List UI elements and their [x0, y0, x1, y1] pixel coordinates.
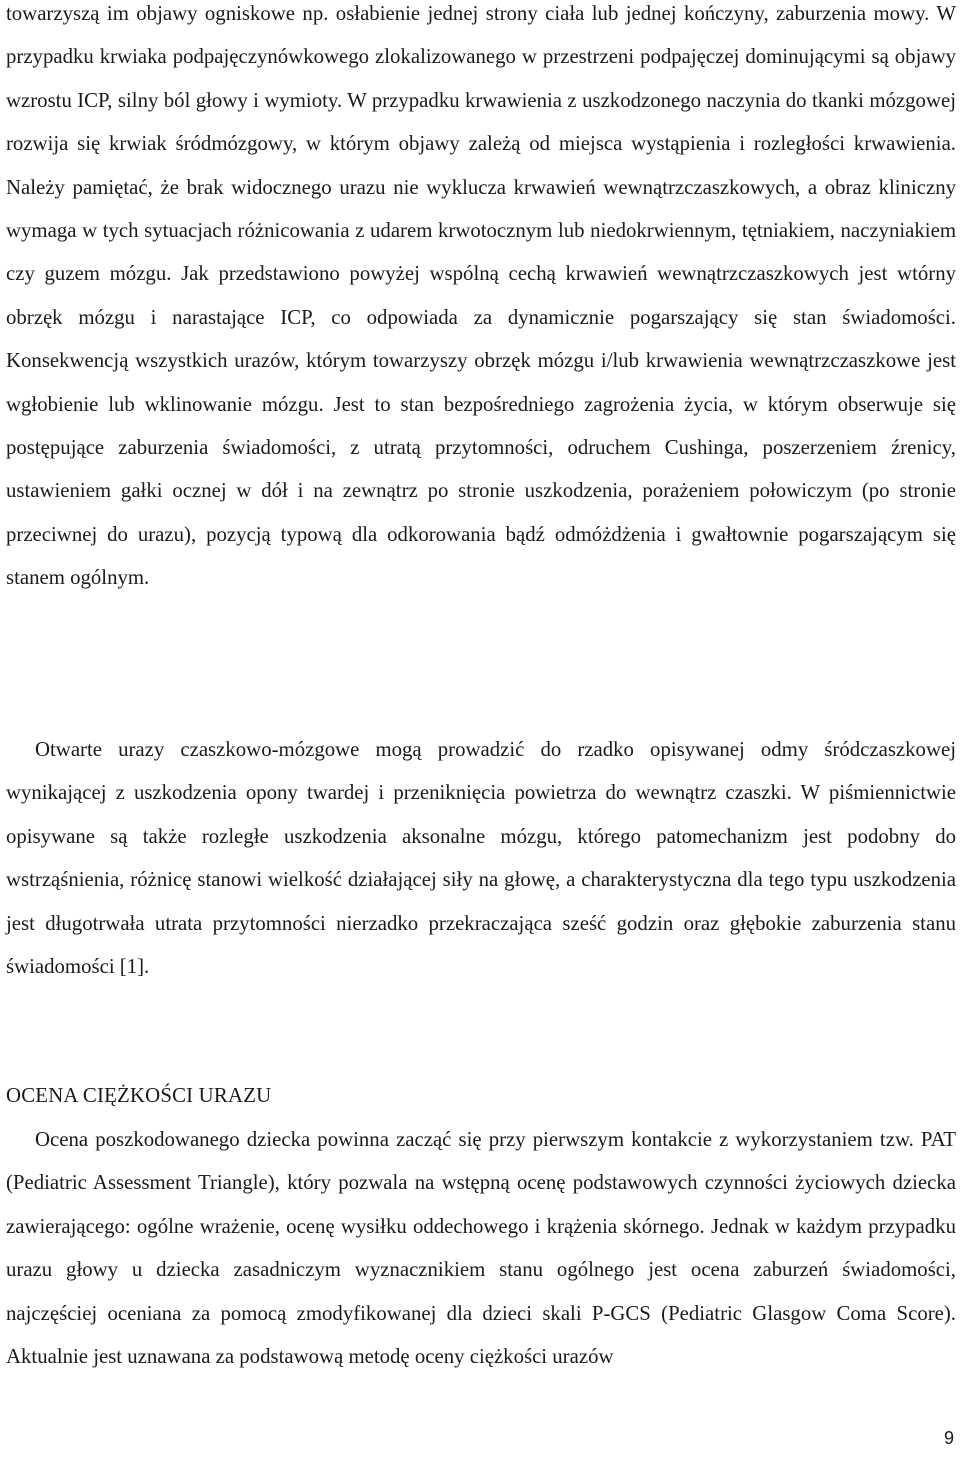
page-number: 9	[943, 1428, 954, 1448]
body-paragraph-intracranial-bleeding: towarzyszą im objawy ogniskowe np. osłabienie jednej strony ciała lub jednej kończyny, zaburzenia mowy. W przypadku krwiaka podpajęczynówkowego zlokalizowanego w przestrzeni podpajęczej dominującymi są objawy wzrostu ICP, silny ból głowy i wymioty. W przypadku krwawienia z uszkodzonego naczynia do tkanki mózgowej rozwija się krwiak śródmózgowy, w którym objawy zależą od miejsca wystąpienia i rozległości krwawienia. Należy pamiętać, że brak widocznego urazu nie wyklucza krwawień wewnątrzczaszkowych, a obraz kliniczny wymaga w tych sytuacjach różnicowania z udarem krwotocznym lub niedokrwiennym, tętniakiem, naczyniakiem czy guzem mózgu. Jak przedstawiono powyżej wspólną cechą krwawień wewnątrzczaszkowych jest wtórny obrzęk mózgu i narastające ICP, co odpowiada za dynamicznie pogarszający się stan świadomości. Konsekwencją wszystkich urazów, którym towarzyszy obrzęk mózgu i/lub krwawienia wewnątrzczaszkowe jest wgłobienie lub wklinowanie mózgu. Jest to stan bezpośredniego zagrożenia życia, w którym obserwuje się postępujące zaburzenia świadomości, z utratą przytomności, odruchem Cushinga, poszerzeniem źrenicy, ustawieniem gałki ocznej w dół i na zewnątrz po stronie uszkodzenia, porażeniem połowiczym (po stronie przeciwnej do urazu), pozycją typową dla odkorowania bądź odmóżdżenia i gwałtownie pogarszającym się stanem ogólnym.	[6, 2, 956, 590]
body-paragraph-open-injuries: Otwarte urazy czaszkowo-mózgowe mogą prowadzić do rzadko opisywanej odmy śródczaszkowej wynikającej z uszkodzenia opony twardej i przeniknięcia powietrza do wewnątrz czaszki. W piśmiennictwie opisywane są także rozległe uszkodzenia aksonalne mózgu, którego patomechanizm jest podobny do wstrząśnienia, różnicę stanowi wielkość działającej siły na głowę, a charakterystyczna dla tego typu uszkodzenia jest długotrwała utrata przytomności nierzadko przekraczająca sześć godzin oraz głębokie zaburzenia stanu świadomości [1].	[6, 738, 956, 979]
body-paragraph-assessment: Ocena poszkodowanego dziecka powinna zacząć się przy pierwszym kontakcie z wykorzystaniem tzw. PAT (Pediatric Assessment Triangle), który pozwala na wstępną ocenę podstawowych czynności życiowych dziecka zawierającego: ogólne wrażenie, ocenę wysiłku oddechowego i krążenia skórnego. Jednak w każdym przypadku urazu głowy u dziecka zasadniczym wyznacznikiem stanu ogólnego jest ocena zaburzeń świadomości, najczęściej oceniana za pomocą zmodyfikowanej dla dzieci skali P-GCS (Pediatric Glasgow Coma Score). Aktualnie jest uznawana za podstawową metodę oceny ciężkości urazów	[6, 1128, 956, 1369]
section-heading: OCENA CIĘŻKOŚCI URAZU	[6, 1084, 272, 1107]
